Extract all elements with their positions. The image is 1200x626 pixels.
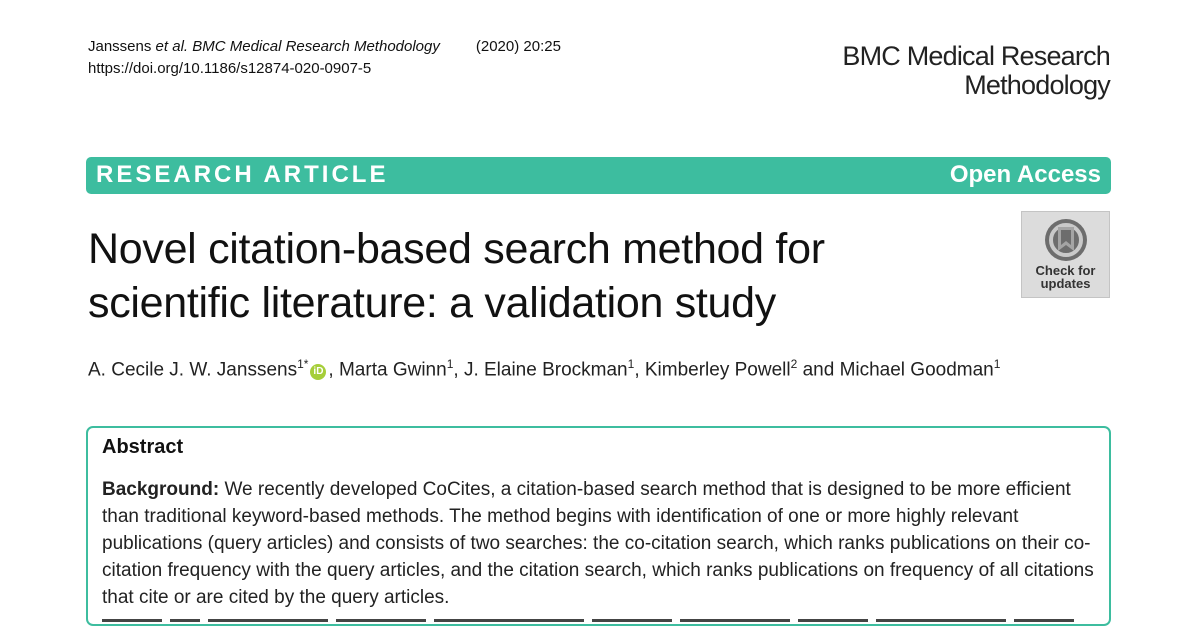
author-separator: , (634, 359, 645, 381)
first-author: Janssens (88, 38, 152, 55)
title-line-2: scientific literature: a validation study (88, 279, 776, 327)
author-separator: , (328, 359, 339, 381)
author-affiliation-sup: 1 (627, 357, 635, 371)
author-separator: and (797, 359, 840, 381)
orcid-icon[interactable]: iD (310, 364, 326, 380)
author-name[interactable]: Michael Goodman (839, 359, 994, 381)
open-access-label: Open Access (949, 161, 1101, 188)
abstract-background (102, 476, 1094, 611)
author-separator: , (453, 359, 464, 381)
journal-logo (790, 42, 1110, 100)
background-text: We recently developed CoCites, a citation-based search method that is designed to be more efficient than traditional keyword-based methods. The method begins with identification of one or more highly relevant publications (query articles) and consists of two searches: the co-citation search, which ranks publications on their co-citation frequency with the query articles, and the citation search, which ranks publications on frequency of all citations that cite or are cited by the query articles. (102, 479, 1094, 608)
title-line-1: Novel citation-based search method for (88, 225, 825, 273)
author-name[interactable]: J. Elaine Brockman (463, 359, 628, 381)
citation-block (88, 36, 561, 80)
journal-logo-line1: BMC Medical Research (842, 41, 1110, 71)
doi-link[interactable]: https://doi.org/10.1186/s12874-020-0907-5 (88, 60, 372, 77)
article-title (88, 222, 988, 330)
check-label-2: updates (1040, 276, 1091, 291)
author-affiliation-sup: 2 (790, 357, 798, 371)
author-name[interactable]: A. Cecile J. W. Janssens (88, 359, 298, 381)
abstract-heading: Abstract (102, 436, 184, 458)
journal-logo-line2: Methodology (964, 70, 1110, 100)
author-affiliation-sup: 1 (446, 357, 454, 371)
check-for-updates-button[interactable] (1021, 211, 1110, 298)
article-type: RESEARCH ARTICLE (96, 161, 389, 188)
citation-line (88, 36, 561, 58)
year-volume: (2020) 20:25 (475, 38, 561, 55)
author-affiliation-sup: 1* (297, 357, 309, 371)
author-list (88, 350, 1000, 384)
abstract-box (86, 426, 1111, 626)
author-name[interactable]: Kimberley Powell (644, 359, 791, 381)
author-name[interactable]: Marta Gwinn (338, 359, 447, 381)
cropped-text-line (102, 611, 1092, 623)
crossmark-icon (1041, 218, 1091, 264)
background-label: Background: (102, 479, 220, 500)
journal-name-italic: et al. BMC Medical Research Methodology (155, 38, 440, 55)
check-label-1: Check for (1035, 263, 1096, 278)
article-type-banner (86, 157, 1111, 194)
author-affiliation-sup: 1 (993, 357, 1001, 371)
